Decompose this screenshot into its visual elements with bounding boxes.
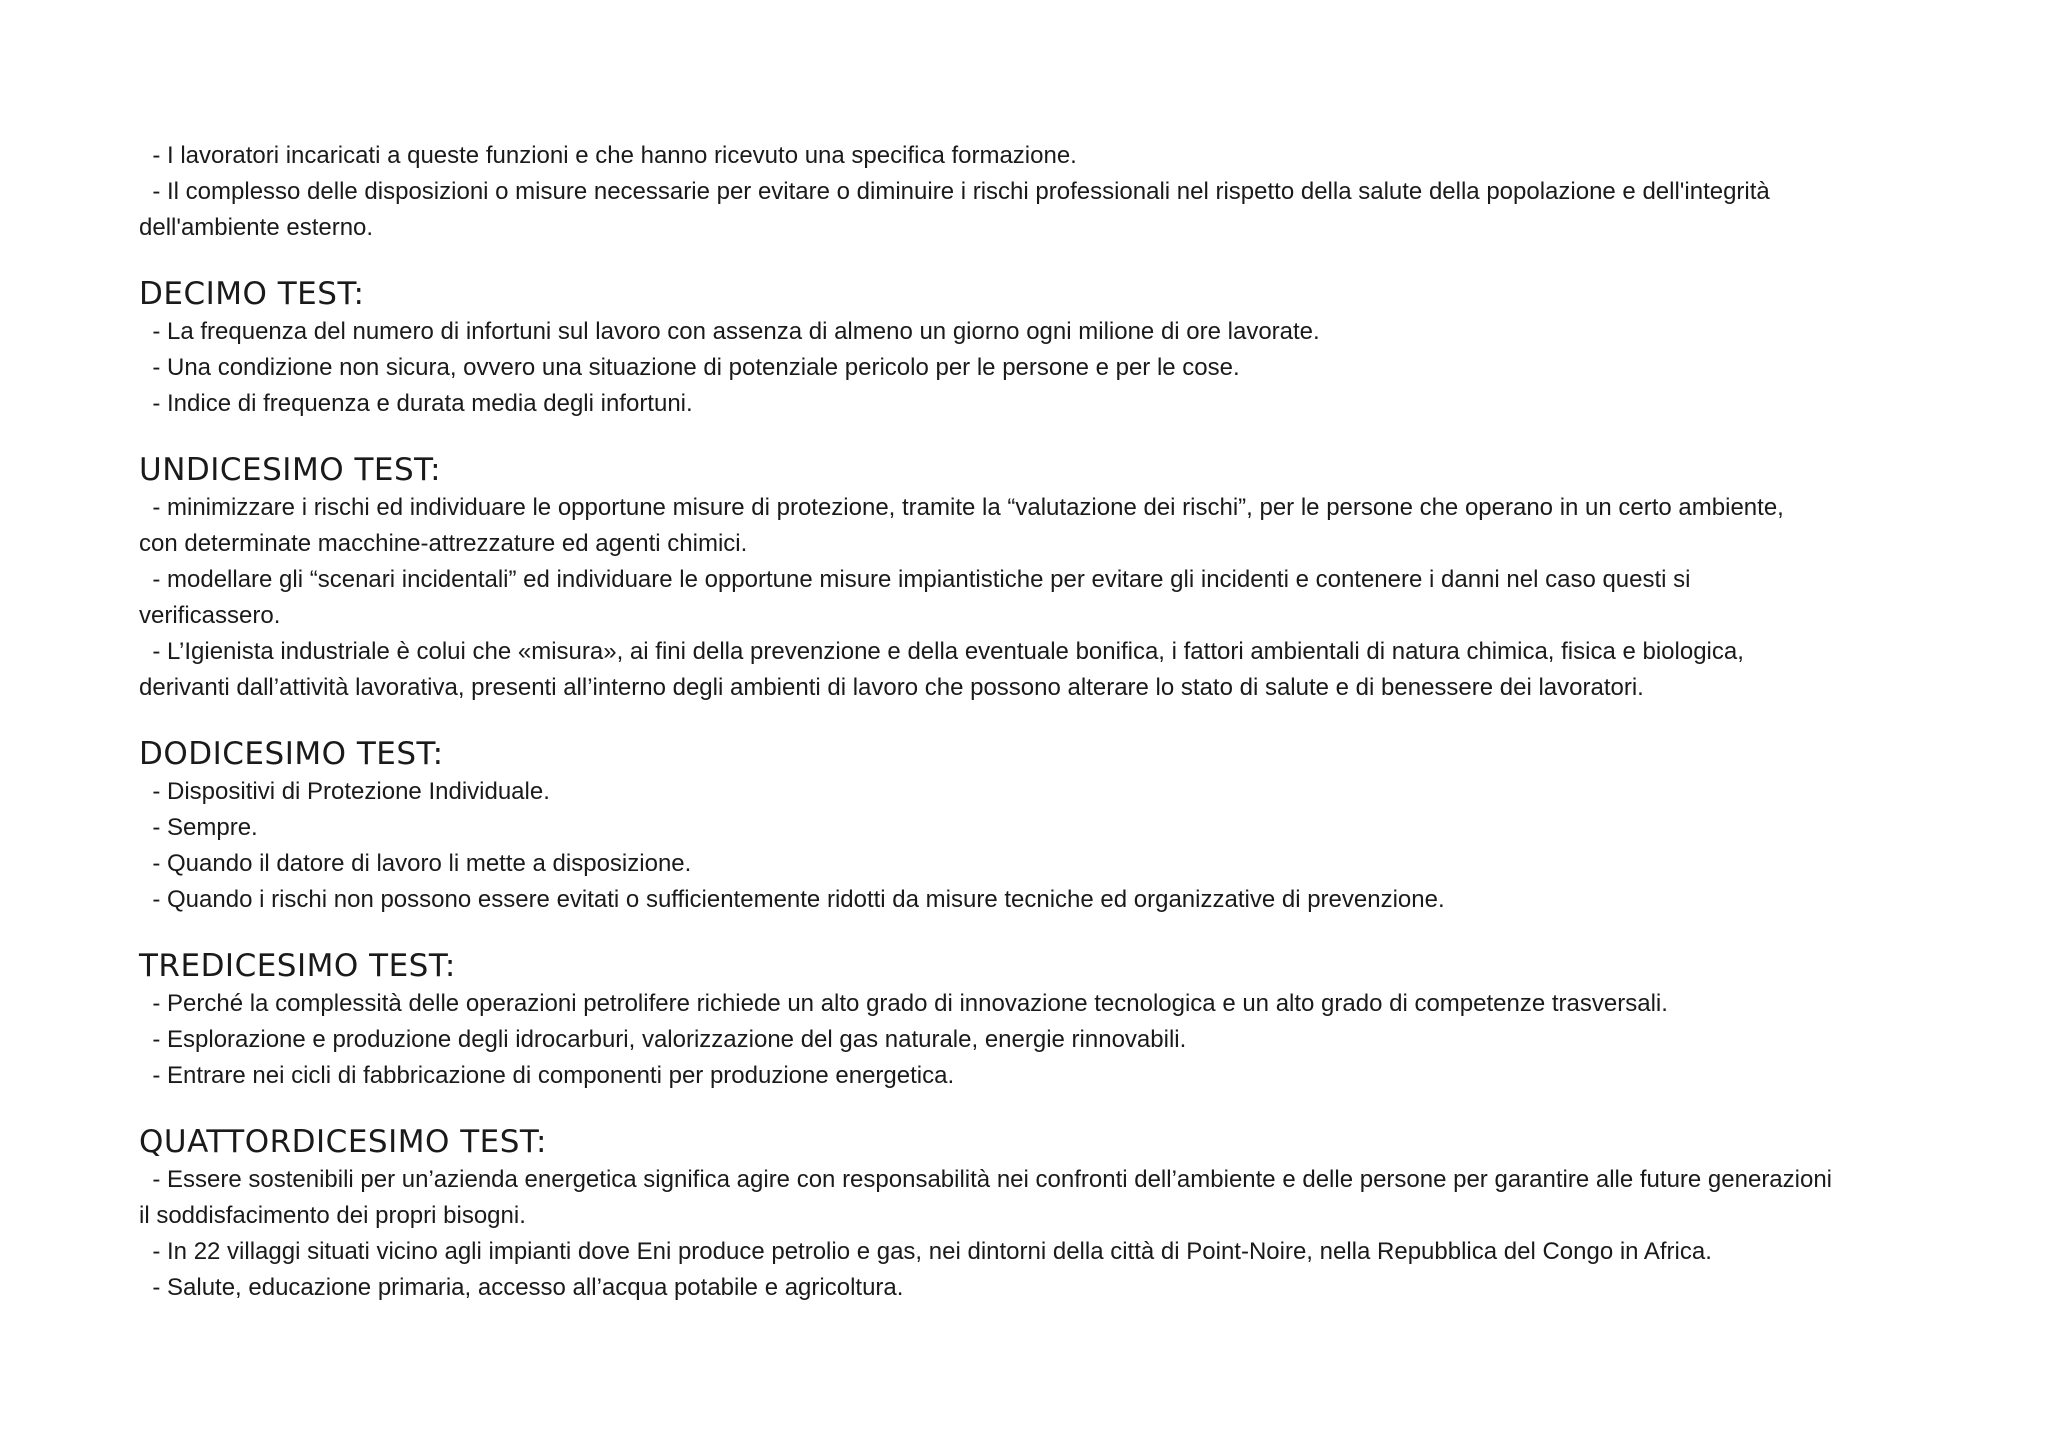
- text-line: - Essere sostenibili per un’azienda energetica significa agire con responsabilità nei confronti dell’ambiente e delle persone per garantire alle future generazioni: [139, 1166, 1833, 1193]
- text-line: - I lavoratori incaricati a queste funzioni e che hanno ricevuto una specifica formazione.: [139, 142, 1077, 169]
- section-heading: UNDICESIMO TEST:: [139, 452, 442, 488]
- text-line: il soddisfacimento dei propri bisogni.: [139, 1202, 526, 1229]
- section-undicesimo-test: [139, 442, 1939, 706]
- section-heading: DODICESIMO TEST:: [139, 736, 444, 772]
- text-line: - Sempre.: [139, 814, 258, 841]
- section-quattordicesimo-test: [139, 1114, 1939, 1306]
- text-line: - Dispositivi di Protezione Individuale.: [139, 778, 550, 805]
- section-tredicesimo-test: [139, 938, 1939, 1094]
- text-line: - In 22 villaggi situati vicino agli impianti dove Eni produce petrolio e gas, nei dintorni della città di Point-Noire, nella Repubblica del Congo in Africa.: [139, 1238, 1712, 1265]
- section-heading: QUATTORDICESIMO TEST:: [139, 1124, 547, 1160]
- text-line: derivanti dall’attività lavorativa, presenti all’interno degli ambienti di lavoro che possono alterare lo stato di salute e di benessere dei lavoratori.: [139, 674, 1644, 701]
- text-line: dell'ambiente esterno.: [139, 214, 374, 241]
- text-line: - Una condizione non sicura, ovvero una situazione di potenziale pericolo per le persone e per le cose.: [139, 354, 1240, 381]
- text-line: - Quando i rischi non possono essere evitati o sufficientemente ridotti da misure tecniche ed organizzative di prevenzione.: [139, 886, 1445, 913]
- document-page: [139, 138, 1939, 1306]
- text-line: - L’Igienista industriale è colui che «misura», ai fini della prevenzione e della eventuale bonifica, i fattori ambientali di natura chimica, fisica e biologica,: [139, 638, 1744, 665]
- section-heading: TREDICESIMO TEST:: [139, 948, 456, 984]
- text-line: - Entrare nei cicli di fabbricazione di componenti per produzione energetica.: [139, 1062, 955, 1089]
- text-line: - Salute, educazione primaria, accesso all’acqua potabile e agricoltura.: [139, 1274, 904, 1301]
- intro-block: [139, 138, 1939, 246]
- text-line: - La frequenza del numero di infortuni sul lavoro con assenza di almeno un giorno ogni milione di ore lavorate.: [139, 318, 1320, 345]
- section-heading: DECIMO TEST:: [139, 276, 365, 312]
- text-line: - Il complesso delle disposizioni o misure necessarie per evitare o diminuire i rischi professionali nel rispetto della salute della popolazione e dell'integrità: [139, 178, 1770, 205]
- text-line: - Esplorazione e produzione degli idrocarburi, valorizzazione del gas naturale, energie rinnovabili.: [139, 1026, 1187, 1053]
- text-line: - Quando il datore di lavoro li mette a disposizione.: [139, 850, 692, 877]
- section-dodicesimo-test: [139, 726, 1939, 918]
- text-line: con determinate macchine-attrezzature ed agenti chimici.: [139, 530, 748, 557]
- section-decimo-test: [139, 266, 1939, 422]
- text-line: - minimizzare i rischi ed individuare le opportune misure di protezione, tramite la “valutazione dei rischi”, per le persone che operano in un certo ambiente,: [139, 494, 1784, 521]
- text-line: - Indice di frequenza e durata media degli infortuni.: [139, 390, 693, 417]
- text-line: verificassero.: [139, 602, 281, 629]
- text-line: - Perché la complessità delle operazioni petrolifere richiede un alto grado di innovazione tecnologica e un alto grado di competenze trasversali.: [139, 990, 1668, 1017]
- text-line: - modellare gli “scenari incidentali” ed individuare le opportune misure impiantistiche per evitare gli incidenti e contenere i danni nel caso questi si: [139, 566, 1691, 593]
